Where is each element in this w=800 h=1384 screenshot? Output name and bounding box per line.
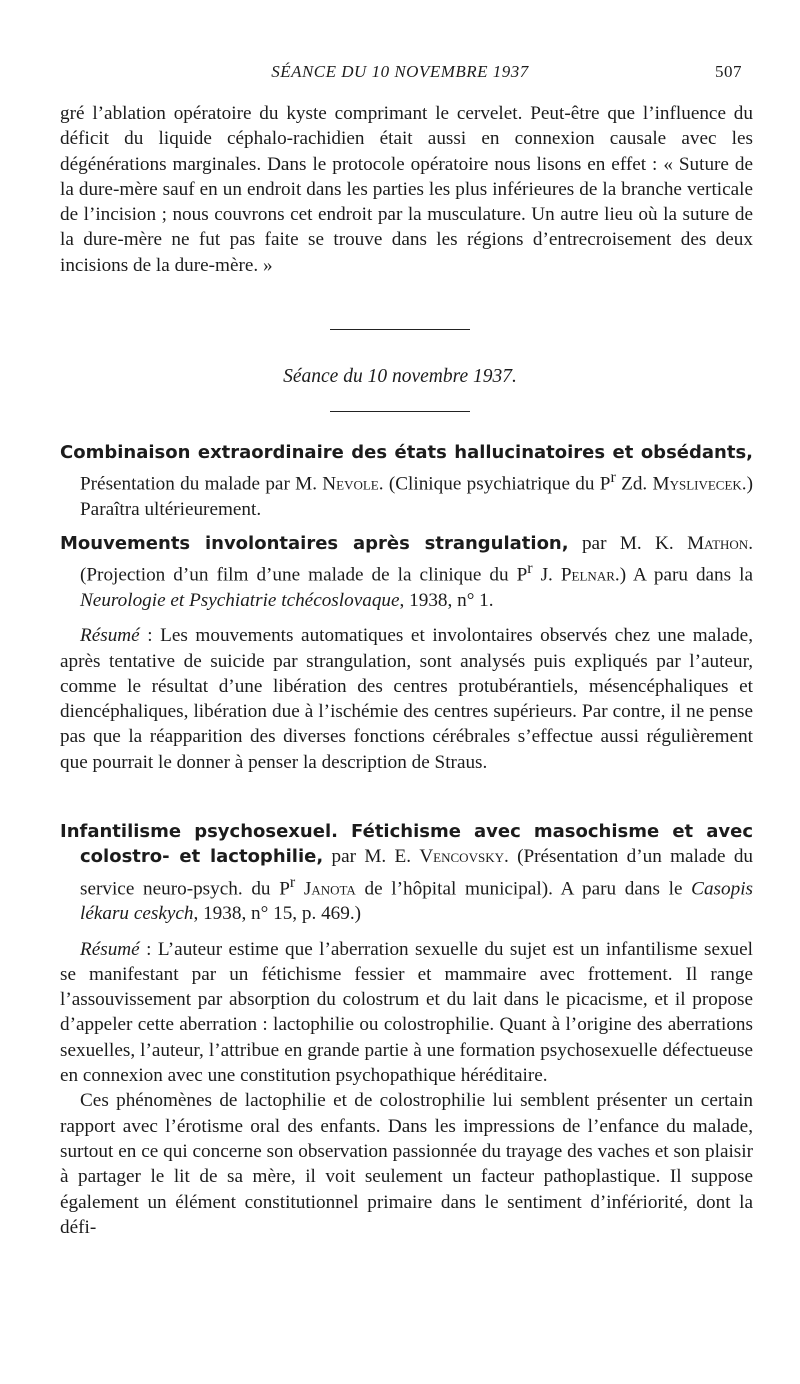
entry-combinaison — [60, 440, 753, 522]
entry-mouvements — [60, 531, 753, 775]
author-name: Pelnar — [560, 564, 615, 586]
resume-label: Résumé — [80, 938, 140, 960]
continuation-paragraph — [60, 101, 753, 278]
separator-rule-top — [330, 329, 470, 330]
continuation-text: gré l’ablation opératoire du kyste comprimant le cervelet. Peut-être que l’influence du déficit du liquide céphalo-rachidien était aussi en connexion causale avec les dégénérations marginales. Dans le protocole opératoire nous lisons en effet : « Suture de la dure-mère sauf en un endroit dans les parties les plus inférieures de la branche verticale de l’incision ; nous couvrons cet endroit par la musculature. Un autre lieu où la suture de la dure-mère ne fut pas faite se trouve dans les régions d’entrecroisement des deux incisions de la dure-mère. » — [60, 103, 753, 276]
running-title: SÉANCE DU 10 NOVEMBRE 1937 — [271, 62, 529, 81]
journal-name: Neurologie et Psychiatrie tchécoslovaque — [80, 589, 400, 611]
resume-paragraph: Résumé : Les mouvements automatiques et involontaires observés chez une malade, après tentative de suicide par strangulation, sont analysés puis expliqués par l’auteur, comme le résultat d’une libération des centres protubérantiels, mésencéphaliques et diencéphaliques, libération due à l’ischémie des centres supérieurs. Par contre, il ne pense pas que la réapparition des diverses fonctions cérébrales s’effectue aussi régulièrement que pourrait le donner à penser la description de Straus. — [60, 625, 753, 773]
resume-paragraph: Résumé : L’auteur estime que l’aberration sexuelle du sujet est un infantilisme sexuel se manifestant par un fétichisme fessier et mammaire avec frottement. Il range l’assouvissement par absorption du colostrum et du lait dans le picacisme, et il propose d’appeler cette aberration : lactophilie ou colostrophilie. Quant à l’origine des aberrations sexuelles, l’auteur, l’attribue en grande partie à une formation psychosexuelle défectueuse en connexion avec une constitution psychopathique héréditaire. — [60, 938, 753, 1087]
author-name: Janota — [303, 877, 356, 899]
entry-title: Infantilisme psychosexuel. Fétichisme avec masochisme et avec colostro- et lactophilie, — [60, 821, 753, 868]
entry-infantilisme — [60, 819, 753, 1240]
body-paragraph: Ces phénomènes de lactophilie et de colostrophilie lui semblent présenter un certain rapport avec l’érotisme oral des enfants. Dans les impressions de l’enfance du malade, surtout en ce qui concerne son observation passionnée du trayage des vaches et son plaisir à partager le lit de sa mère, il voit seulement un facteur pathoplastique. Il suppose également un élément constitutionnel primaire dans le sentiment d’infériorité, dont la défi- — [60, 1090, 753, 1238]
entry-heading: Mouvements involontaires après strangulation, par M. K. Mathon. (Projection d’un film d’une malade de la clinique du $P^r$ J. Pelnar.) A paru dans la Neurologie et Psychiatrie tchécoslovaque, 1938, n° 1. — [60, 533, 753, 611]
entry-title: Combinaison extraordinaire des états hallucinatoires et obsédants, — [60, 442, 753, 463]
author-name: Nevole — [322, 473, 379, 495]
entry-title: Mouvements involontaires après strangulation, — [60, 533, 569, 554]
author-name: Myslivecek — [652, 473, 742, 495]
page-number: 507 — [715, 62, 742, 81]
entry-heading: Combinaison extraordinaire des états hallucinatoires et obsédants, Présentation du malade par M. Nevole. (Clinique psychiatrique du $P^r$ Zd. Myslivecek.) Paraîtra ultérieurement. — [60, 442, 753, 520]
resume-label: Résumé — [80, 625, 140, 647]
session-title: Séance du 10 novembre 1937. — [283, 366, 517, 387]
journal-name: Casopis lékaru ceskych — [80, 877, 754, 925]
author-name: Vencovsky — [419, 846, 504, 868]
running-head — [0, 62, 800, 86]
entry-heading: Infantilisme psychosexuel. Fétichisme avec masochisme et avec colostro- et lactophilie, par M. E. Vencovsky. (Présentation d’un malade du service neuro-psych. du $P^r$ Janota de l’hôpital municipal). A paru dans le Casopis lékaru ceskych, 1938, n° 15, p. 469.) — [60, 821, 754, 925]
author-name: Mathon — [687, 533, 749, 554]
separator-rule-bottom — [330, 411, 470, 412]
